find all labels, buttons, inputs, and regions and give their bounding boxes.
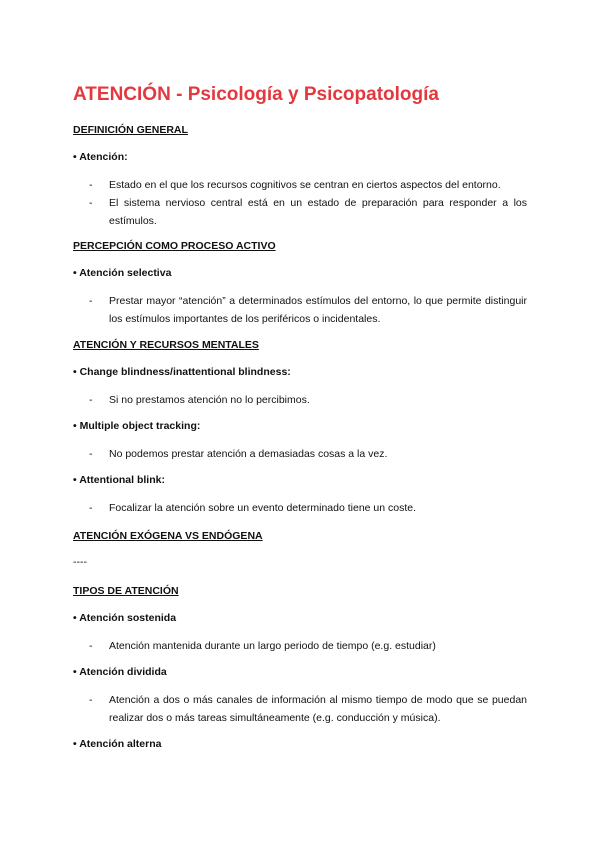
dash-marker: - [89,640,93,652]
dash-marker: - [89,394,93,406]
list-item-text: Si no prestamos atención no lo percibimos. [109,394,310,406]
dash-marker: - [89,295,93,307]
list-item-text: Focalizar la atención sobre un evento determinado tiene un coste. [109,502,417,514]
list-item [89,194,527,230]
page-title: ATENCIÓN - Psicología y Psicopatología [73,84,439,105]
list-item [89,176,527,194]
dash-marker: - [89,448,93,460]
list-item-text: El sistema nervioso central está en un estado de preparación para responder a los estímulos. [109,197,527,227]
dash-marker: - [89,694,93,706]
heading-recursos-mentales: ATENCIÓN Y RECURSOS MENTALES [73,339,259,351]
list-item-text: Prestar mayor “atención” a determinados estímulos del entorno, lo que permite distinguir los estímulos importantes de los periféricos o incidentales. [109,295,527,325]
list-item-text: Atención a dos o más canales de información al mismo tiempo de modo que se puedan realizar dos o más tareas simultáneamente (e.g. conducción y música). [109,694,527,724]
list-item [89,292,527,328]
list-item [89,445,527,463]
heading-exogena-endogena: ATENCIÓN EXÓGENA VS ENDÓGENA [73,530,263,542]
list-item-text: No podemos prestar atención a demasiadas cosas a la vez. [109,448,388,460]
bullet-atencion-selectiva: • Atención selectiva [73,267,172,279]
bullet-atencion-alterna: • Atención alterna [73,738,162,750]
heading-tipos-atencion: TIPOS DE ATENCIÓN [73,585,179,597]
list-item [89,691,527,727]
list-item [89,499,527,517]
bullet-multiple-object-tracking: • Multiple object tracking: [73,420,201,432]
bullet-change-blindness: • Change blindness/inattentional blindness: [73,366,291,378]
dash-marker: - [89,179,93,191]
placeholder-text: ---- [73,556,87,568]
dash-marker: - [89,197,93,209]
heading-definicion-general: DEFINICIÓN GENERAL [73,124,188,136]
bullet-attentional-blink: • Attentional blink: [73,474,165,486]
bullet-atencion: • Atención: [73,151,128,163]
list-item-text: Atención mantenida durante un largo periodo de tiempo (e.g. estudiar) [109,640,436,652]
list-item [89,391,527,409]
list-item [89,637,527,655]
heading-percepcion: PERCEPCIÓN COMO PROCESO ACTIVO [73,240,276,252]
bullet-atencion-dividida: • Atención dividida [73,666,167,678]
bullet-atencion-sostenida: • Atención sostenida [73,612,177,624]
dash-marker: - [89,502,93,514]
list-item-text: Estado en el que los recursos cognitivos se centran en ciertos aspectos del entorno. [109,179,501,191]
